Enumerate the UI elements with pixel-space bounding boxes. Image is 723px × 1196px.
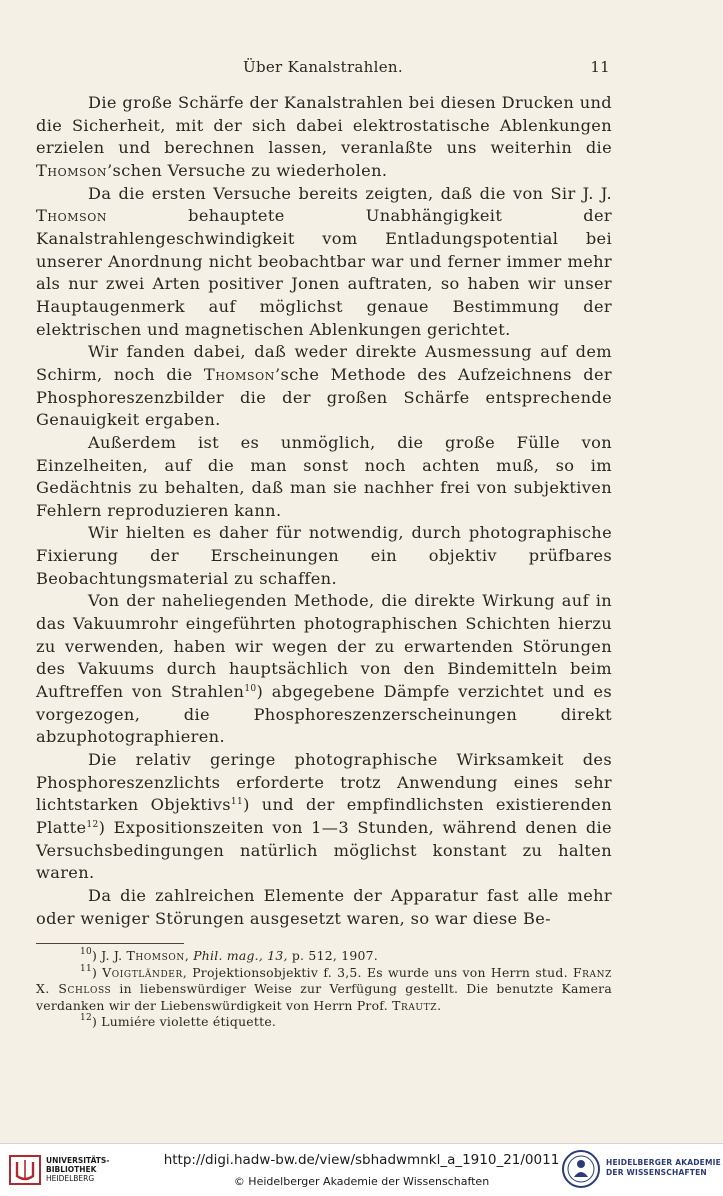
footnote-ref-10: 10	[244, 684, 257, 695]
running-title: Über Kanalstrahlen.	[243, 58, 403, 76]
body-text	[36, 92, 612, 930]
footnote-10: $^{10}$) J. J. Thomson, Phil. mag., 13, p. 512, 1907.	[80, 947, 378, 963]
academy-name: HEIDELBERGER AKADEMIE DER WISSENSCHAFTEN	[606, 1158, 721, 1177]
footnote-11: $^{11}$) Voigtländer, Projektionsobjektiv f. 3,5. Es wurde uns von Herrn stud. Franz X. Schloss in liebenswürdiger Weise zur Verfügung gestellt. Die benutzte Kamera verdanken wir der Liebenswürdigkeit von Herrn Prof. Trautz.	[36, 963, 612, 1013]
paragraph: Wir fanden dabei, daß weder direkte Ausmessung auf dem Schirm, noch die Thomson’sche Methode des Aufzeichnens der Phosphoreszenzbilder die der großen Schärfe entsprechende Genauigkeit ergaben.	[36, 342, 612, 430]
paragraph: Außerdem ist es unmöglich, die große Fülle von Einzelheiten, auf die man sonst noch achten muß, so im Gedächtnis zu behalten, daß man sie nachher frei von subjektiven Fehlern reproduzieren kann.	[36, 432, 612, 520]
paragraph: Die relativ geringe photographische Wirksamkeit des Phosphoreszenzlichts erforderte trotz Anwendung eines sehr lichtstarken Objektivs$^{11}$) und der empfindlichsten existierenden Platte$^{12}$) Expositionszeiten von 1—3 Stunden, während denen die Versuchsbedingungen natürlich möglichst konstant zu halten waren.	[36, 750, 613, 883]
page-number: 11	[590, 58, 610, 76]
university-library-name: UNIVERSITÄTS- BIBLIOTHEK HEIDELBERG	[46, 1156, 110, 1183]
footnote-12: $^{12}$) Lumiére violette étiquette.	[80, 1013, 277, 1030]
viewer-footer	[0, 1143, 723, 1196]
permalink-url[interactable]: http://digi.hadw-bw.de/view/sbhadwmnkl_a_1910_21/0011	[163, 1152, 560, 1168]
paragraph: Da die zahlreichen Elemente der Apparatur fast alle mehr oder weniger Störungen ausgesetzt waren, so war diese Be-	[36, 885, 612, 928]
copyright-notice: © Heidelberger Akademie der Wissenschaften	[233, 1175, 490, 1188]
footnotes	[36, 948, 612, 1031]
academy-seal-icon	[561, 1149, 601, 1189]
paragraph: Wir hielten es daher für notwendig, durch photographische Fixierung der Erscheinungen ein objektiv prüfbares Beobachtungsmaterial zu schaffen.	[36, 523, 612, 588]
paragraph: Von der naheliegenden Methode, die direkte Wirkung auf in das Vakuumrohr eingeführten photographischen Schichten hierzu zu verwenden, haben wir wegen der zu erwartenden Störungen des Vakuums durch hauptsächlich von den Bindemitteln beim Auftreffen von Strahlen$^{10}$) abgegebene Dämpfe verzichtet und es vorgezogen, die Phosphoreszenzerscheinungen direkt abzuphotographieren.	[36, 591, 612, 747]
running-header	[36, 58, 610, 80]
footnote-ref-12: 12	[86, 820, 99, 830]
footnote-ref-11: 11	[230, 797, 244, 808]
footnote-rule	[36, 943, 184, 944]
paragraph: Da die ersten Versuche bereits zeigten, daß die von Sir J. J. Thomson behauptete Unabhängigkeit der Kanalstrahlengeschwindigkeit vom Entladungspotential bei unserer Anordnung nicht beobachtbar war und ferner immer mehr als nur zwei Arten positiver Jonen auftraten, so haben wir unser Hauptaugenmerk auf möglichst genaue Bestimmung der elektrischen und magnetischen Ablenkungen gerichtet.	[36, 183, 612, 339]
paragraph: Die große Schärfe der Kanalstrahlen bei diesen Drucken und die Sicherheit, mit der sich dabei elektrostatische Ablenkungen erzielen und berechnen lassen, veranlaßte uns weiterhin die Thomson’schen Versuche zu wiederholen.	[36, 93, 612, 180]
